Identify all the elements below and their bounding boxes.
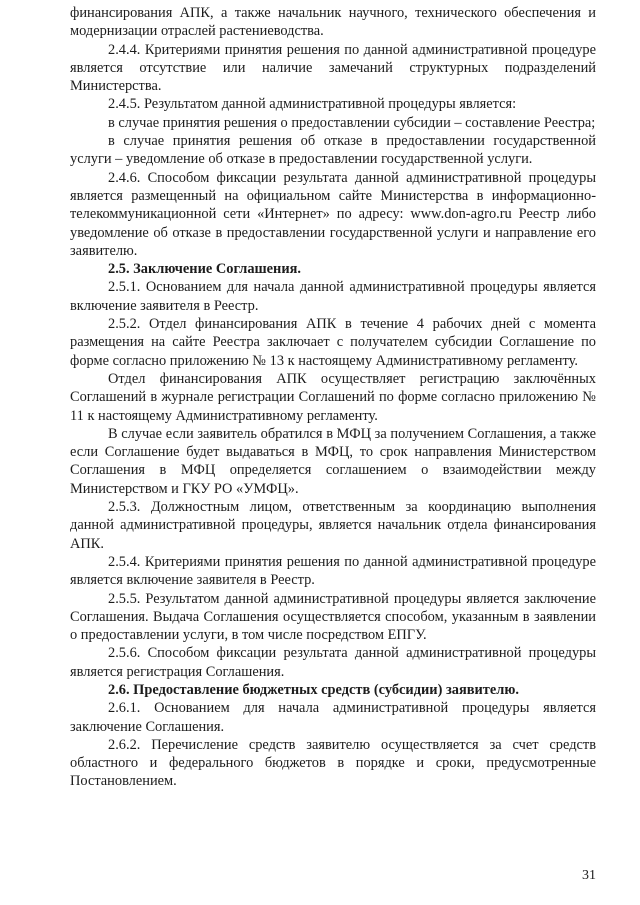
paragraph-2-5-3: 2.5.3. Должностным лицом, ответственным за координацию выполнения данной административной процедуры, является начальник отдела финансирования АПК. — [70, 499, 596, 552]
paragraph-2-4-4: 2.4.4. Критериями принятия решения по данной административной процедуре является отсутствие или наличие замечаний структурных подразделений Министерства. — [70, 41, 596, 95]
section-heading-2-6: 2.6. Предоставление бюджетных средств (субсидии) заявителю. — [108, 681, 519, 698]
paragraph-2-5-1: 2.5.1. Основанием для начала данной административной процедуры является включение заявителя в Реестр. — [70, 279, 596, 314]
paragraph-2-5-2: 2.5.2. Отдел финансирования АПК в течение 4 рабочих дней с момента размещения на сайте Реестра заключает с получателем субсидии Соглашение по форме согласно приложению № 13 к настоящему Административному регламенту. — [70, 316, 596, 369]
paragraph-refusal-case: в случае принятия решения об отказе в предоставлении государственной услуги – уведомление об отказе в предоставлении государственной услуги. — [70, 133, 596, 168]
section-heading-2-5: 2.5. Заключение Соглашения. — [108, 261, 302, 278]
page-number: 31 — [582, 868, 596, 883]
paragraph-mfc-case: В случае если заявитель обратился в МФЦ за получением Соглашения, а также если Соглашение будет выдаваться в МФЦ, то срок направления Министерством Соглашения в МФЦ определяется соглашением о взаимодействии между Министерством и ГКУ РО «УМФЦ». — [70, 425, 596, 497]
document-body — [70, 4, 596, 791]
paragraph-2-5-4: 2.5.4. Критериями принятия решения по данной административной процедуре является включение заявителя в Реестр. — [70, 553, 596, 589]
paragraph-2-5-6: 2.5.6. Способом фиксации результата данной административной процедуры является регистрация Соглашения. — [70, 645, 596, 680]
paragraph-2-6-2: 2.6.2. Перечисление средств заявителю осуществляется за счет средств областного и федерального бюджетов в порядке и сроки, предусмотренные Постановлением. — [70, 736, 596, 790]
paragraph-subsidy-case: в случае принятия решения о предоставлении субсидии – составление Реестра; — [108, 114, 596, 131]
paragraph-registration: Отдел финансирования АПК осуществляет регистрацию заключённых Соглашений в журнале регистрации Соглашений по форме согласно приложению № 11 к настоящему Административному регламенту. — [70, 370, 596, 424]
paragraph-continuation: финансирования АПК, а также начальник научного, технического обеспечения и модернизации отраслей растениеводства. — [70, 5, 596, 40]
paragraph-2-5-5: 2.5.5. Результатом данной административной процедуры является заключение Соглашения. Выдача Соглашения осуществляется способом, указанным в заявлении о предоставлении услуги, в том числе посредством ЕПГУ. — [70, 590, 596, 644]
paragraph-2-6-1: 2.6.1. Основанием для начала административной процедуры является заключение Соглашения. — [70, 700, 596, 735]
paragraph-2-4-6: 2.4.6. Способом фиксации результата данной административной процедуры является размещенный на официальном сайте Министерства в информационно-телекоммуникационной сети «Интернет» по адресу: www.don-agro.ru Реестр либо уведомление об отказе в предоставлении государственной услуги и направление его заявителю. — [70, 169, 596, 259]
paragraph-2-4-5: 2.4.5. Результатом данной административной процедуры является: — [108, 96, 517, 113]
